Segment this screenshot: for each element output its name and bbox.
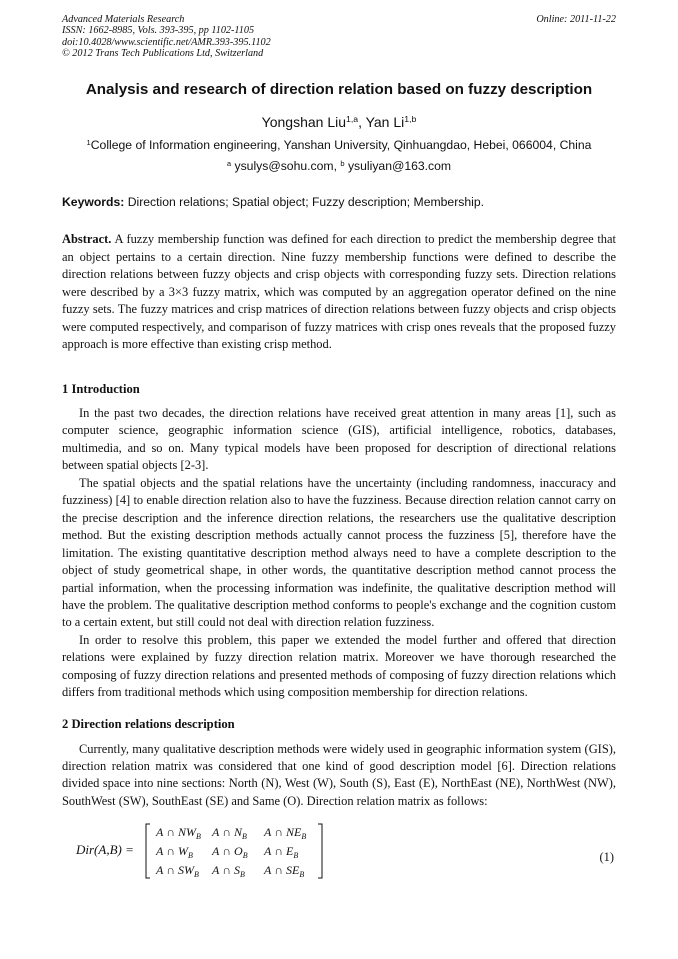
right-bracket xyxy=(318,824,322,878)
paragraph: In order to resolve this problem, this paper we extended the model further and offered that direction relations were explained by fuzzy direction relation matrix. Moreover we have thorough researched the composing of fuzzy direction relations and presented methods of composing of fuzzy direction relations which differs from traditional methods which using composition membership for direction relations. xyxy=(62,632,616,700)
abstract xyxy=(62,231,616,354)
copyright: © 2012 Trans Tech Publications Ltd, Switzerland xyxy=(62,47,264,59)
paragraph: In the past two decades, the direction relations have received great attention in many areas [1], such as computer science, geographic information science (GIS), artificial intelligence, robotics, databases, multimedia, and so on. Many typical models have been proposed for description of directional relations between spatial objects [2-3]. xyxy=(62,406,616,473)
equation-direction-matrix xyxy=(62,822,616,880)
section-body xyxy=(62,405,616,702)
email-mark: b xyxy=(340,158,345,168)
matrix-cell: A ∩ $SW_B$ xyxy=(156,863,199,879)
abstract-label: Abstract. xyxy=(62,232,112,246)
keywords xyxy=(62,195,616,209)
affiliation-text: College of Information engineering, Yanshan University, Qinhuangdao, Hebei, 066004, China xyxy=(90,138,592,152)
doi: doi:10.4028/www.scientific.net/AMR.393-395.1102 xyxy=(62,36,271,48)
paper-title: Analysis and research of direction relation based on fuzzy description xyxy=(85,81,593,98)
author-affiliation-mark: 1,b xyxy=(404,114,417,125)
matrix-cell: A ∩ $NW_B$ xyxy=(156,825,201,841)
section-heading: 2 Direction relations description xyxy=(62,717,235,731)
affiliation-mark: 1 xyxy=(86,137,91,147)
affiliation xyxy=(0,138,678,152)
journal-header xyxy=(62,14,271,59)
section-heading: 1 Introduction xyxy=(62,382,140,396)
matrix-cell: A ∩ $E_B$ xyxy=(264,844,299,860)
equation-lhs-text: Dir(A,B) = xyxy=(76,842,134,857)
email-address[interactable]: ysuliyan@163.com xyxy=(347,159,452,173)
author-name: Yan Li xyxy=(365,114,405,130)
matrix-cell: A ∩ $N_B$ xyxy=(212,825,247,841)
matrix-cell: A ∩ $W_B$ xyxy=(156,844,193,860)
email-list: $^a$ ysulys@sohu.com, $^b$ ysuliyan@163.com xyxy=(226,158,452,173)
equation-number: (1) xyxy=(599,850,614,864)
paragraph: Currently, many qualitative description methods were widely used in geographic information system (GIS), direction relation matrix was considered that one kind of good description model [6]. Direction relations divided space into nine sections: North (N), West (W), South (S), East (E), NorthEast (NE), NorthWest (NW), SouthWest (SW), SouthEast (SE) and Same (O). Direction relation matrix as follows: xyxy=(62,742,616,808)
matrix-cell: A ∩ $SE_B$ xyxy=(264,863,305,879)
author-name: Yongshan Liu xyxy=(261,114,346,130)
matrix-cell: A ∩ $NE_B$ xyxy=(264,825,307,841)
matrix-svg xyxy=(144,822,334,880)
email-mark: a xyxy=(226,158,232,168)
left-bracket xyxy=(146,824,150,878)
equation-lhs xyxy=(76,842,134,858)
author-list xyxy=(0,114,678,130)
keywords-label: Keywords: xyxy=(62,195,125,209)
abstract-text: A fuzzy membership function was defined for each direction to predict the membership degree that an object pertains to a certain direction. Nine fuzzy membership functions were defined to describe the direction relations between fuzzy objects and crisp objects with corresponding fuzzy sets. Direction relations were described by a 3×3 fuzzy matrix, which was computed by an aggregation operator defined on the nine fuzzy sets. The fuzzy matrices and crisp matrices of direction relations between fuzzy objects and crisp objects were computed respectively, and comparison of fuzzy matrices with crisp ones reveals that the proposed fuzzy approach is more effective than existing crisp method. xyxy=(62,232,616,351)
matrix-cell: A ∩ $S_B$ xyxy=(212,863,245,879)
author-separator: , xyxy=(358,114,366,130)
journal-name: Advanced Materials Research xyxy=(62,14,185,25)
matrix-cell: A ∩ $O_B$ xyxy=(212,844,248,860)
section-body xyxy=(62,741,616,810)
email-address[interactable]: ysulys@sohu.com xyxy=(234,159,334,173)
paragraph: The spatial objects and the spatial relations have the uncertainty (including randomness, inaccuracy and fuzziness) [4] to enable direction relation also to have the fuzziness. Because direction relation cannot carry on the precise description and the inference direction relations, the researchers use the qualitative description method. But the existing description methods actually cannot process the fuzziness [5], therefore have the limitation. The existing quantitative description method always need to have a complete description to the object of study geometrical shape, in other words, the quantitative description method cannot process the partial information, when the processing information was indefinite, the qualitative description method will have the problem. The qualitative description method conforms to people's exchange and the cognition custom to a certain extent, but still could not deal with direction relation fuzziness. xyxy=(62,475,616,630)
keywords-text: Direction relations; Spatial object; Fuzzy description; Membership. xyxy=(127,195,485,209)
issn: ISSN: 1662-8985, Vols. 393-395, pp 1102-1105 xyxy=(62,25,255,37)
author-affiliation-mark: 1,a xyxy=(346,114,359,125)
online-date: Online: 2011-11-22 xyxy=(536,14,616,25)
